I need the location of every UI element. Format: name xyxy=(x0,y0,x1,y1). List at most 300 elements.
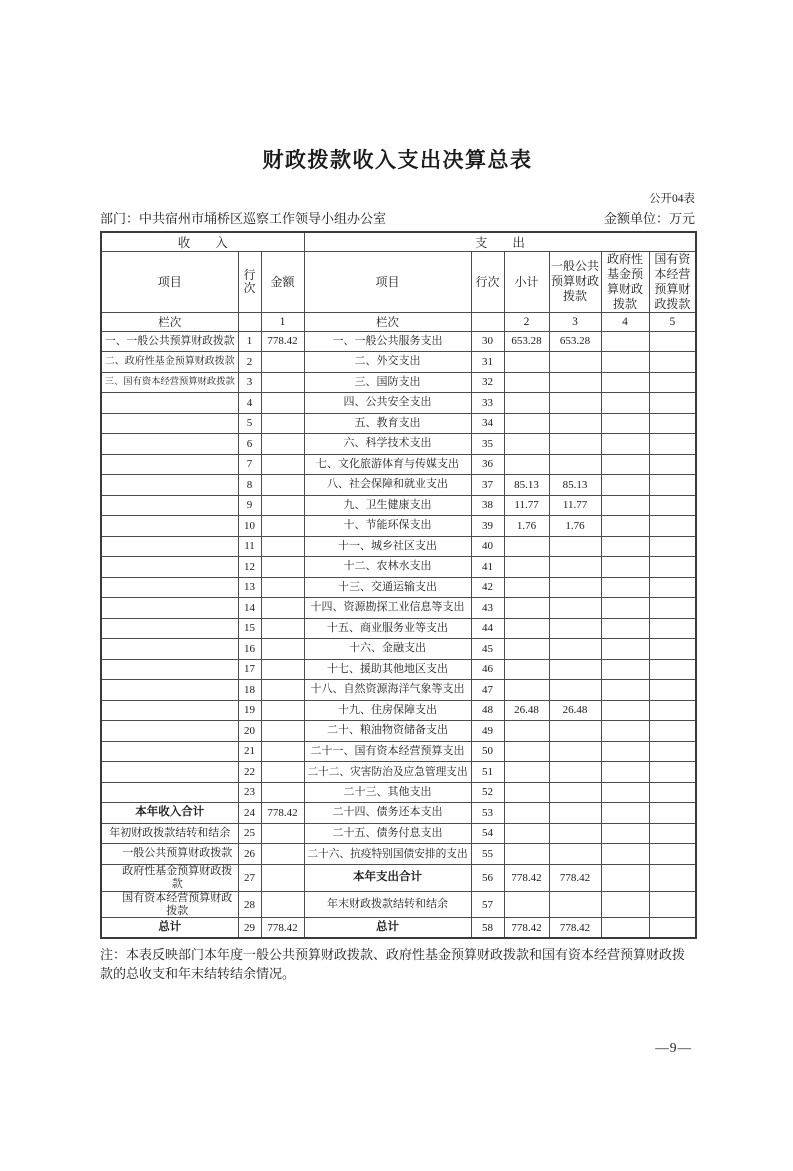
expense-gov-fund-budget xyxy=(601,700,649,721)
expense-row-no: 40 xyxy=(471,536,504,557)
income-amount xyxy=(261,721,304,742)
expense-item: 十二、农林水支出 xyxy=(304,557,471,578)
column-index-2: 2 xyxy=(504,312,549,331)
expense-state-capital-budget xyxy=(649,454,696,475)
expense-item: 十四、资源勘探工业信息等支出 xyxy=(304,598,471,619)
expense-subtotal xyxy=(504,762,549,783)
income-item xyxy=(101,741,238,762)
income-row-no: 8 xyxy=(238,475,261,496)
expense-item: 一、一般公共服务支出 xyxy=(304,331,471,352)
expense-state-capital-budget xyxy=(649,331,696,352)
income-amount xyxy=(261,393,304,414)
expense-item: 二十六、抗疫特别国债安排的支出 xyxy=(304,844,471,865)
expense-row-no: 30 xyxy=(471,331,504,352)
expense-row-no: 57 xyxy=(471,891,504,918)
expense-general-budget xyxy=(549,659,601,680)
income-amount xyxy=(261,823,304,844)
table-row xyxy=(101,618,696,639)
expense-item: 二十三、其他支出 xyxy=(304,782,471,803)
income-item: 政府性基金预算财政拨款 xyxy=(101,864,238,891)
table-row xyxy=(101,844,696,865)
expense-gov-fund-budget xyxy=(601,372,649,393)
expense-general-budget: 26.48 xyxy=(549,700,601,721)
expense-general-budget xyxy=(549,639,601,660)
income-amount xyxy=(261,598,304,619)
empty-cell xyxy=(238,312,261,331)
expense-general-budget xyxy=(549,536,601,557)
expense-general-budget xyxy=(549,823,601,844)
section-header-row xyxy=(101,232,696,252)
table-row xyxy=(101,918,696,939)
expense-general-budget xyxy=(549,618,601,639)
income-amount xyxy=(261,864,304,891)
expense-row-no: 31 xyxy=(471,352,504,373)
expense-row-no: 34 xyxy=(471,413,504,434)
income-item xyxy=(101,413,238,434)
expense-subtotal xyxy=(504,352,549,373)
expense-subtotal xyxy=(504,454,549,475)
expense-subtotal xyxy=(504,844,549,865)
expense-row-no: 42 xyxy=(471,577,504,598)
expense-subtotal-header: 小计 xyxy=(504,251,549,312)
income-amount xyxy=(261,741,304,762)
income-item xyxy=(101,536,238,557)
expense-gov-fund-budget xyxy=(601,891,649,918)
table-row xyxy=(101,352,696,373)
expense-state-capital-budget xyxy=(649,413,696,434)
expense-gov-fund-budget xyxy=(601,741,649,762)
expense-gov-fund-budget xyxy=(601,680,649,701)
expense-row-no: 52 xyxy=(471,782,504,803)
expense-subtotal xyxy=(504,577,549,598)
expense-subtotal xyxy=(504,434,549,455)
expense-item: 二十一、国有资本经营预算支出 xyxy=(304,741,471,762)
income-item: 一、一般公共预算财政拨款 xyxy=(101,331,238,352)
income-amount xyxy=(261,413,304,434)
expense-subtotal: 653.28 xyxy=(504,331,549,352)
table-row xyxy=(101,495,696,516)
expense-subtotal xyxy=(504,741,549,762)
expense-state-capital-budget xyxy=(649,536,696,557)
income-item: 年初财政拨款结转和结余 xyxy=(101,823,238,844)
income-amount xyxy=(261,700,304,721)
expense-general-budget xyxy=(549,372,601,393)
expense-subtotal: 11.77 xyxy=(504,495,549,516)
column-index-4: 4 xyxy=(601,312,649,331)
income-amount xyxy=(261,434,304,455)
income-amount xyxy=(261,844,304,865)
expense-item: 十五、商业服务业等支出 xyxy=(304,618,471,639)
table-header xyxy=(101,232,696,332)
expense-item: 十、节能环保支出 xyxy=(304,516,471,537)
income-row-no: 15 xyxy=(238,618,261,639)
expense-subtotal xyxy=(504,413,549,434)
amount-unit-label: 金额单位：万元 xyxy=(603,211,695,226)
income-row-no: 18 xyxy=(238,680,261,701)
expense-gov-fund-budget xyxy=(601,762,649,783)
income-item xyxy=(101,577,238,598)
table-row xyxy=(101,741,696,762)
expense-state-capital-budget xyxy=(649,598,696,619)
income-amount xyxy=(261,495,304,516)
general-budget-header: 一般公共预算财政拨款 xyxy=(549,251,601,312)
expense-general-budget xyxy=(549,762,601,783)
expense-gov-fund-budget xyxy=(601,823,649,844)
expense-state-capital-budget xyxy=(649,700,696,721)
income-amount xyxy=(261,762,304,783)
expense-gov-fund-budget xyxy=(601,454,649,475)
income-item xyxy=(101,495,238,516)
table-row xyxy=(101,454,696,475)
expense-general-budget xyxy=(549,454,601,475)
income-item: 本年收入合计 xyxy=(101,803,238,824)
expense-item: 二十四、债务还本支出 xyxy=(304,803,471,824)
expense-general-budget xyxy=(549,393,601,414)
income-amount xyxy=(261,659,304,680)
income-item xyxy=(101,680,238,701)
expense-subtotal xyxy=(504,393,549,414)
table-row xyxy=(101,331,696,352)
expense-row-no: 45 xyxy=(471,639,504,660)
income-row-no: 28 xyxy=(238,891,261,918)
expense-row-no: 54 xyxy=(471,823,504,844)
table-body xyxy=(101,331,696,938)
expense-subtotal xyxy=(504,618,549,639)
meta-row xyxy=(100,211,695,227)
expense-state-capital-budget xyxy=(649,639,696,660)
expense-item: 十六、金融支出 xyxy=(304,639,471,660)
expense-general-budget: 1.76 xyxy=(549,516,601,537)
income-item xyxy=(101,434,238,455)
expense-state-capital-budget xyxy=(649,659,696,680)
expense-state-capital-budget xyxy=(649,823,696,844)
expense-item: 二十、粮油物资储备支出 xyxy=(304,721,471,742)
income-amount xyxy=(261,577,304,598)
expense-subtotal: 778.42 xyxy=(504,864,549,891)
income-row-no: 1 xyxy=(238,331,261,352)
expense-general-budget: 85.13 xyxy=(549,475,601,496)
table-row xyxy=(101,782,696,803)
expense-gov-fund-budget xyxy=(601,659,649,680)
income-row-no: 9 xyxy=(238,495,261,516)
table-row xyxy=(101,372,696,393)
expense-row-no: 41 xyxy=(471,557,504,578)
income-item-header: 项目 xyxy=(101,251,238,312)
income-row-no: 14 xyxy=(238,598,261,619)
expense-gov-fund-budget xyxy=(601,639,649,660)
table-row xyxy=(101,721,696,742)
table-row xyxy=(101,557,696,578)
table-row xyxy=(101,598,696,619)
page-title: 财政拨款收入支出决算总表 xyxy=(262,148,533,172)
income-amount xyxy=(261,372,304,393)
expense-gov-fund-budget xyxy=(601,598,649,619)
table-row xyxy=(101,577,696,598)
expense-gov-fund-budget xyxy=(601,475,649,496)
state-capital-budget-header: 国有资本经营预算财政拨款 xyxy=(649,251,696,312)
expense-general-budget: 778.42 xyxy=(549,864,601,891)
income-item xyxy=(101,762,238,783)
expense-gov-fund-budget xyxy=(601,557,649,578)
income-row-no: 12 xyxy=(238,557,261,578)
expense-row-no: 35 xyxy=(471,434,504,455)
expense-general-budget: 778.42 xyxy=(549,918,601,939)
expense-general-budget xyxy=(549,782,601,803)
table-row xyxy=(101,864,696,891)
expense-state-capital-budget xyxy=(649,393,696,414)
table-code: 公开04表 xyxy=(649,193,695,205)
expense-item: 八、社会保障和就业支出 xyxy=(304,475,471,496)
expense-item: 二、外交支出 xyxy=(304,352,471,373)
table-row xyxy=(101,639,696,660)
income-amount: 778.42 xyxy=(261,331,304,352)
income-row-no: 22 xyxy=(238,762,261,783)
expense-general-budget: 653.28 xyxy=(549,331,601,352)
income-amount xyxy=(261,557,304,578)
expense-general-budget xyxy=(549,598,601,619)
expense-gov-fund-budget xyxy=(601,413,649,434)
expense-general-budget xyxy=(549,721,601,742)
expense-item: 十八、自然资源海洋气象等支出 xyxy=(304,680,471,701)
footnote: 注：本表反映部门本年度一般公共预算财政拨款、政府性基金预算财政拨款和国有资本经营预算财政拨款的总收支和年末结转结余情况。 xyxy=(100,947,686,981)
income-amount xyxy=(261,618,304,639)
expense-item: 四、公共安全支出 xyxy=(304,393,471,414)
income-row-no: 21 xyxy=(238,741,261,762)
table-row xyxy=(101,434,696,455)
income-item xyxy=(101,475,238,496)
table-row xyxy=(101,680,696,701)
expense-gov-fund-budget xyxy=(601,577,649,598)
income-item xyxy=(101,598,238,619)
income-row-no: 26 xyxy=(238,844,261,865)
expense-item: 六、科学技术支出 xyxy=(304,434,471,455)
expense-gov-fund-budget xyxy=(601,434,649,455)
expense-gov-fund-budget xyxy=(601,393,649,414)
expense-row-no: 51 xyxy=(471,762,504,783)
expense-gov-fund-budget xyxy=(601,918,649,939)
income-item: 总计 xyxy=(101,918,238,939)
expense-subtotal xyxy=(504,639,549,660)
expense-column-index-label: 栏次 xyxy=(304,312,471,331)
income-row-no: 20 xyxy=(238,721,261,742)
expense-row-no: 46 xyxy=(471,659,504,680)
column-header-row xyxy=(101,251,696,312)
page-number: —9— xyxy=(655,1040,692,1055)
table-row xyxy=(101,823,696,844)
column-index-1: 1 xyxy=(261,312,304,331)
expense-subtotal xyxy=(504,598,549,619)
income-row-no: 4 xyxy=(238,393,261,414)
expense-subtotal xyxy=(504,659,549,680)
income-item xyxy=(101,639,238,660)
expense-item: 十三、交通运输支出 xyxy=(304,577,471,598)
expense-subtotal xyxy=(504,782,549,803)
table-row xyxy=(101,516,696,537)
income-item: 国有资本经营预算财政拨款 xyxy=(101,891,238,918)
income-item xyxy=(101,700,238,721)
income-item xyxy=(101,516,238,537)
expense-rowno-header: 行次 xyxy=(471,251,504,312)
expense-row-no: 39 xyxy=(471,516,504,537)
income-section-header: 收 入 xyxy=(101,232,304,252)
expense-item: 总计 xyxy=(304,918,471,939)
expense-section-header: 支 出 xyxy=(304,232,696,252)
expense-row-no: 33 xyxy=(471,393,504,414)
expense-state-capital-budget xyxy=(649,918,696,939)
expense-subtotal xyxy=(504,891,549,918)
expense-item: 本年支出合计 xyxy=(304,864,471,891)
expense-row-no: 44 xyxy=(471,618,504,639)
fiscal-summary-table xyxy=(100,231,697,940)
expense-item: 三、国防支出 xyxy=(304,372,471,393)
income-row-no: 2 xyxy=(238,352,261,373)
income-amount-header: 金额 xyxy=(261,251,304,312)
expense-item-header: 项目 xyxy=(304,251,471,312)
income-item: 三、国有资本经营预算财政拨款 xyxy=(101,372,238,393)
expense-gov-fund-budget xyxy=(601,516,649,537)
expense-subtotal xyxy=(504,372,549,393)
income-row-no: 27 xyxy=(238,864,261,891)
income-amount xyxy=(261,680,304,701)
expense-row-no: 38 xyxy=(471,495,504,516)
expense-state-capital-budget xyxy=(649,372,696,393)
expense-state-capital-budget xyxy=(649,864,696,891)
expense-item: 七、文化旅游体育与传媒支出 xyxy=(304,454,471,475)
expense-state-capital-budget xyxy=(649,891,696,918)
expense-state-capital-budget xyxy=(649,680,696,701)
income-amount xyxy=(261,454,304,475)
income-amount xyxy=(261,782,304,803)
income-amount xyxy=(261,891,304,918)
expense-gov-fund-budget xyxy=(601,782,649,803)
expense-general-budget xyxy=(549,741,601,762)
expense-subtotal xyxy=(504,803,549,824)
income-row-no: 7 xyxy=(238,454,261,475)
income-row-no: 16 xyxy=(238,639,261,660)
expense-state-capital-budget xyxy=(649,516,696,537)
table-row xyxy=(101,659,696,680)
expense-row-no: 48 xyxy=(471,700,504,721)
expense-subtotal xyxy=(504,823,549,844)
expense-row-no: 49 xyxy=(471,721,504,742)
expense-item: 十一、城乡社区支出 xyxy=(304,536,471,557)
expense-state-capital-budget xyxy=(649,782,696,803)
expense-general-budget xyxy=(549,577,601,598)
expense-state-capital-budget xyxy=(649,495,696,516)
expense-row-no: 37 xyxy=(471,475,504,496)
column-index-5: 5 xyxy=(649,312,696,331)
expense-gov-fund-budget xyxy=(601,536,649,557)
expense-subtotal: 1.76 xyxy=(504,516,549,537)
table-row xyxy=(101,700,696,721)
expense-gov-fund-budget xyxy=(601,331,649,352)
table-row xyxy=(101,762,696,783)
expense-item: 十九、住房保障支出 xyxy=(304,700,471,721)
income-amount: 778.42 xyxy=(261,803,304,824)
expense-general-budget xyxy=(549,803,601,824)
income-item: 二、政府性基金预算财政拨款 xyxy=(101,352,238,373)
expense-general-budget xyxy=(549,844,601,865)
income-row-no: 23 xyxy=(238,782,261,803)
income-item: 一般公共预算财政拨款 xyxy=(101,844,238,865)
expense-state-capital-budget xyxy=(649,741,696,762)
expense-general-budget xyxy=(549,413,601,434)
expense-subtotal xyxy=(504,536,549,557)
income-row-no: 3 xyxy=(238,372,261,393)
expense-row-no: 47 xyxy=(471,680,504,701)
gov-fund-budget-header: 政府性基金预算财政拨款 xyxy=(601,251,649,312)
table-row xyxy=(101,413,696,434)
expense-subtotal xyxy=(504,680,549,701)
income-rowno-header: 行次 xyxy=(238,251,261,312)
expense-row-no: 36 xyxy=(471,454,504,475)
expense-general-budget xyxy=(549,891,601,918)
income-item xyxy=(101,782,238,803)
expense-general-budget: 11.77 xyxy=(549,495,601,516)
expense-state-capital-budget xyxy=(649,803,696,824)
column-index-3: 3 xyxy=(549,312,601,331)
expense-row-no: 53 xyxy=(471,803,504,824)
table-row xyxy=(101,475,696,496)
expense-subtotal: 778.42 xyxy=(504,918,549,939)
expense-row-no: 43 xyxy=(471,598,504,619)
expense-state-capital-budget xyxy=(649,577,696,598)
expense-item: 十七、援助其他地区支出 xyxy=(304,659,471,680)
expense-row-no: 50 xyxy=(471,741,504,762)
expense-subtotal xyxy=(504,721,549,742)
income-amount xyxy=(261,639,304,660)
expense-row-no: 55 xyxy=(471,844,504,865)
expense-state-capital-budget xyxy=(649,557,696,578)
expense-row-no: 56 xyxy=(471,864,504,891)
income-row-no: 11 xyxy=(238,536,261,557)
expense-state-capital-budget xyxy=(649,844,696,865)
table-row xyxy=(101,803,696,824)
income-row-no: 6 xyxy=(238,434,261,455)
expense-item: 五、教育支出 xyxy=(304,413,471,434)
expense-gov-fund-budget xyxy=(601,495,649,516)
expense-general-budget xyxy=(549,434,601,455)
income-item xyxy=(101,557,238,578)
income-amount xyxy=(261,516,304,537)
income-item xyxy=(101,454,238,475)
column-index-row xyxy=(101,312,696,331)
expense-subtotal: 85.13 xyxy=(504,475,549,496)
income-row-no: 17 xyxy=(238,659,261,680)
income-row-no: 10 xyxy=(238,516,261,537)
expense-gov-fund-budget xyxy=(601,721,649,742)
income-row-no: 5 xyxy=(238,413,261,434)
table-row xyxy=(101,536,696,557)
income-amount: 778.42 xyxy=(261,918,304,939)
department-label: 部门：中共宿州市埇桥区巡察工作领导小组办公室 xyxy=(100,211,387,226)
expense-item: 年末财政拨款结转和结余 xyxy=(304,891,471,918)
income-item xyxy=(101,721,238,742)
empty-cell xyxy=(471,312,504,331)
income-row-no: 13 xyxy=(238,577,261,598)
expense-general-budget xyxy=(549,680,601,701)
income-item xyxy=(101,659,238,680)
expense-item: 二十五、债务付息支出 xyxy=(304,823,471,844)
expense-item: 九、卫生健康支出 xyxy=(304,495,471,516)
income-amount xyxy=(261,536,304,557)
expense-state-capital-budget xyxy=(649,762,696,783)
expense-gov-fund-budget xyxy=(601,844,649,865)
expense-subtotal: 26.48 xyxy=(504,700,549,721)
expense-item: 二十二、灾害防治及应急管理支出 xyxy=(304,762,471,783)
income-item xyxy=(101,618,238,639)
income-row-no: 19 xyxy=(238,700,261,721)
